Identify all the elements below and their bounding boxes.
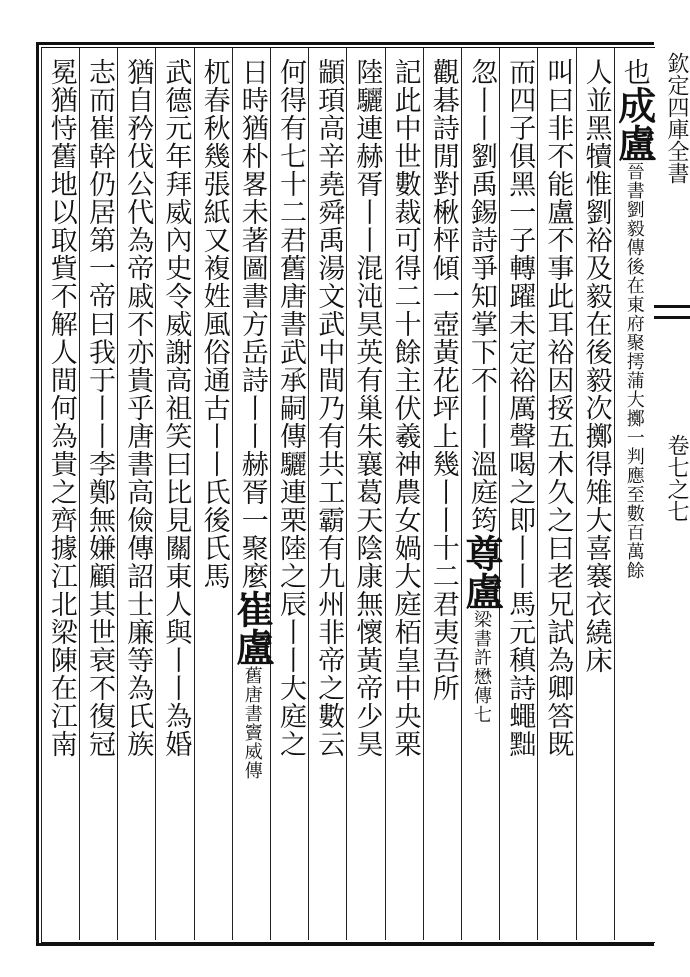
text-segment: 志而崔幹仍居第一帝曰我于丨丨李鄭無嫌顧其世衰不復冠	[84, 58, 115, 758]
text-column	[459, 58, 504, 938]
text-segment: 叫曰非不能盧不事此耳裕因挼五木久之曰老兄試為卿答既	[542, 58, 574, 758]
text-segment: 觀碁詩閒對楸枰傾一壺黃花坪上幾丨丨十二君夷吾所	[427, 58, 459, 702]
text-column	[195, 58, 233, 938]
text-segment: 陸驪連赫胥丨丨混沌昊英有巢朱襄葛天陰康無懷黃帝少昊	[351, 58, 383, 758]
text-segment: 日時猶朴畧未著圖書方岳詩丨丨赫胥一聚麼	[236, 58, 268, 590]
text-column	[538, 58, 576, 938]
book-title: 欽定四庫全書	[664, 52, 689, 184]
text-segment: 顓頊高辛堯舜禹湯文武中間乃有共工霸有九州非帝之數云	[313, 58, 345, 758]
text-segment: 武德元年拜威內史令威謝高祖笑曰比見關東人與丨丨為婚	[160, 58, 192, 758]
text-segment: 晉書劉毅傳後在東府聚摴蒲大擲一判應至數百萬餘	[623, 162, 645, 580]
text-segment: 何得有七十二君舊唐書武承嗣傳驪連栗陸之辰丨丨大庭之	[275, 58, 306, 758]
text-column	[309, 58, 347, 938]
text-segment: 舊唐書竇威傳	[241, 666, 263, 780]
text-column	[42, 58, 80, 938]
text-segment: 梁書許懋傳七	[471, 610, 492, 724]
text-segment: 人並黑犢惟劉裕及毅在後毅次擲得雉大喜褰衣繞床	[580, 58, 612, 674]
margin-header	[660, 52, 690, 952]
text-column	[229, 58, 275, 938]
text-column	[500, 58, 538, 938]
text-column	[386, 58, 424, 938]
text-segment: 也	[618, 58, 650, 86]
text-column	[577, 58, 615, 938]
text-segment: 猶自矜伐公代為帝戚不亦貴乎唐書高儉傳詔士廉等為氏族	[122, 58, 154, 758]
text-segment: 冕猶恃舊地以取貲不解人間何為貴之齊據江北梁陳在江南	[45, 58, 77, 758]
text-column	[118, 58, 156, 938]
text-segment: 而四子俱黑一子轉躍未定裕厲聲喝之即丨丨馬元稹詩蠅黜	[504, 58, 536, 758]
text-segment: 杌春秋幾張紙又複姓風俗通古丨丨氏後氏馬	[198, 58, 230, 590]
entry-heading: 崔盧	[229, 590, 275, 666]
text-column	[271, 58, 309, 938]
text-column	[611, 58, 657, 938]
entry-heading: 成盧	[611, 86, 657, 162]
volume-label: 卷七之七	[664, 434, 689, 522]
text-column	[80, 58, 118, 938]
text-column	[156, 58, 194, 938]
text-column	[347, 58, 385, 938]
text-segment: 記此中世數裁可得二十餘主伏羲神農女媧大庭栢皇中央栗	[389, 58, 421, 758]
entry-heading: 尊盧	[459, 534, 504, 610]
text-segment: 忽丨丨劉禹錫詩爭知掌下不丨丨溫庭筠	[466, 58, 497, 534]
text-column	[424, 58, 462, 938]
